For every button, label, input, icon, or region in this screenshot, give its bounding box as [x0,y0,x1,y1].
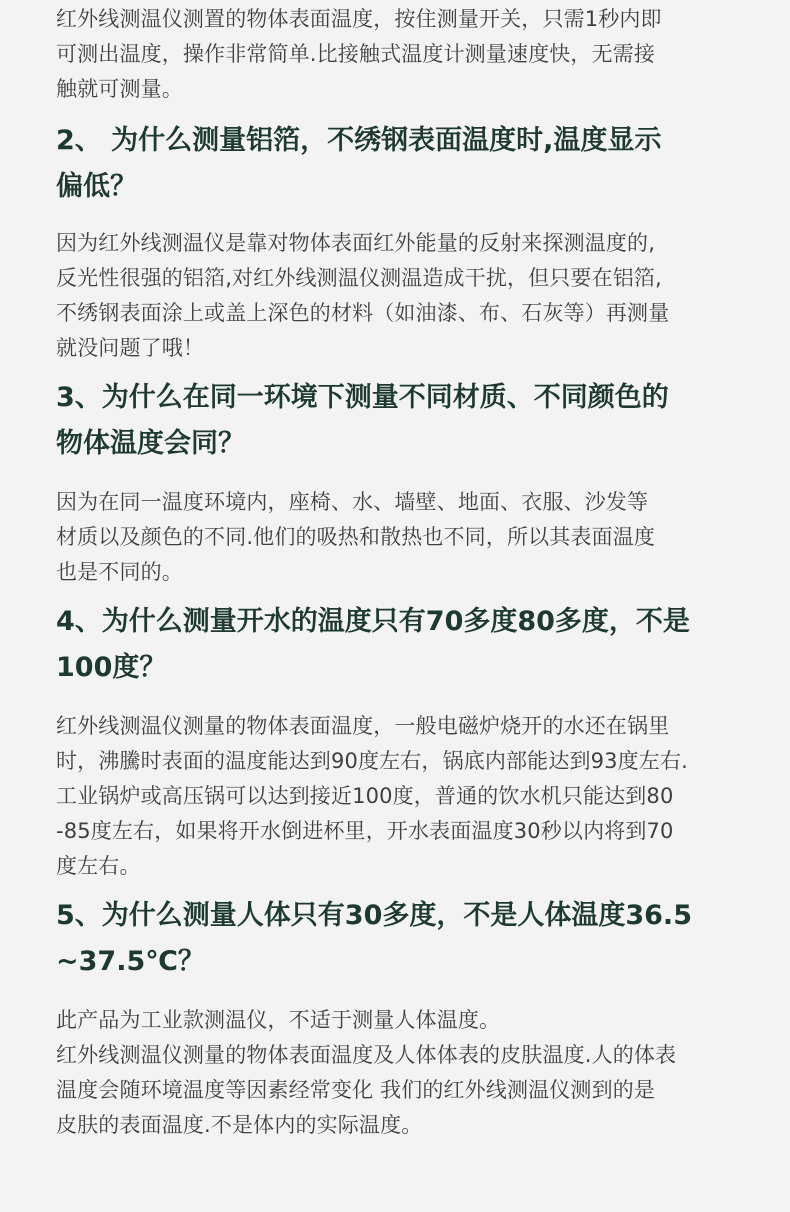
text-line: 因为红外线测温仪是靠对物体表面红外能量的反射来探测温度的, [56,231,656,255]
text-line: 度左右。 [56,854,141,878]
question-line: 5、为什么测量人体只有30多度，不是人体温度36.5 [56,900,692,931]
text-line: 皮肤的表面温度.不是体内的实际温度。 [56,1113,423,1137]
text-line: 也是不同的。 [56,560,183,584]
intro-paragraph [56,2,790,107]
text-line: 不绣钢表面涂上或盖上深色的材料（如油漆、布、石灰等）再测量 [56,301,670,325]
faq-question-4 [56,599,790,691]
text-line: 此产品为工业款测温仪，不适于测量人体温度。 [56,1008,501,1032]
text-line: 就没问题了哦！ [56,336,205,360]
faq-answer-2 [56,226,790,366]
text-line: 材质以及颜色的不同.他们的吸热和散热也不同，所以其表面温度 [56,525,656,549]
faq-answer-3 [56,485,790,590]
text-line: 触就可测量。 [56,77,183,101]
text-line: 温度会随环境温度等因素经常变化 我们的红外线测温仪测到的是 [56,1078,656,1102]
question-line: 4、为什么测量开水的温度只有70多度80多度，不是 [56,606,690,637]
question-line: 2、 为什么测量铝箔，不绣钢表面温度时,温度显示 [56,125,662,156]
faq-answer-4 [56,709,790,884]
question-line: ~37.5℃？ [56,946,205,977]
text-line: 红外线测温仪测置的物体表面温度，按住测量开关，只需1秒内即 [56,7,662,31]
question-line: 偏低？ [56,171,137,202]
faq-question-5 [56,893,790,985]
text-line: 可测出温度，操作非常简单.比接触式温度计测量速度快，无需接 [56,42,656,66]
faq-answer-5 [56,1003,790,1143]
text-line: -85度左右，如果将开水倒进杯里，开水表面温度30秒以内将到70 [56,819,674,843]
text-line: 反光性很强的铝箔,对红外线测温仪测温造成干扰，但只要在铝箔, [56,266,662,290]
question-line: 物体温度会同？ [56,428,245,459]
text-line: 工业锅炉或高压锅可以达到接近100度，普通的饮水机只能达到80 [56,784,674,808]
question-line: 3、为什么在同一环境下测量不同材质、不同颜色的 [56,382,669,413]
text-line: 时，沸騰时表面的温度能达到90度左右，锅底内部能达到93度左右. [56,749,688,773]
faq-question-3 [56,375,790,467]
question-line: 100度？ [56,652,167,683]
text-line: 因为在同一温度环境内，座椅、水、墙壁、地面、衣服、沙发等 [56,490,649,514]
faq-question-2 [56,118,790,210]
text-line: 红外线测温仪测量的物体表面温度，一般电磁炉烧开的水还在锅里 [56,714,670,738]
text-line: 红外线测温仪测量的物体表面温度及人体体表的皮肤温度.人的体表 [56,1043,677,1067]
